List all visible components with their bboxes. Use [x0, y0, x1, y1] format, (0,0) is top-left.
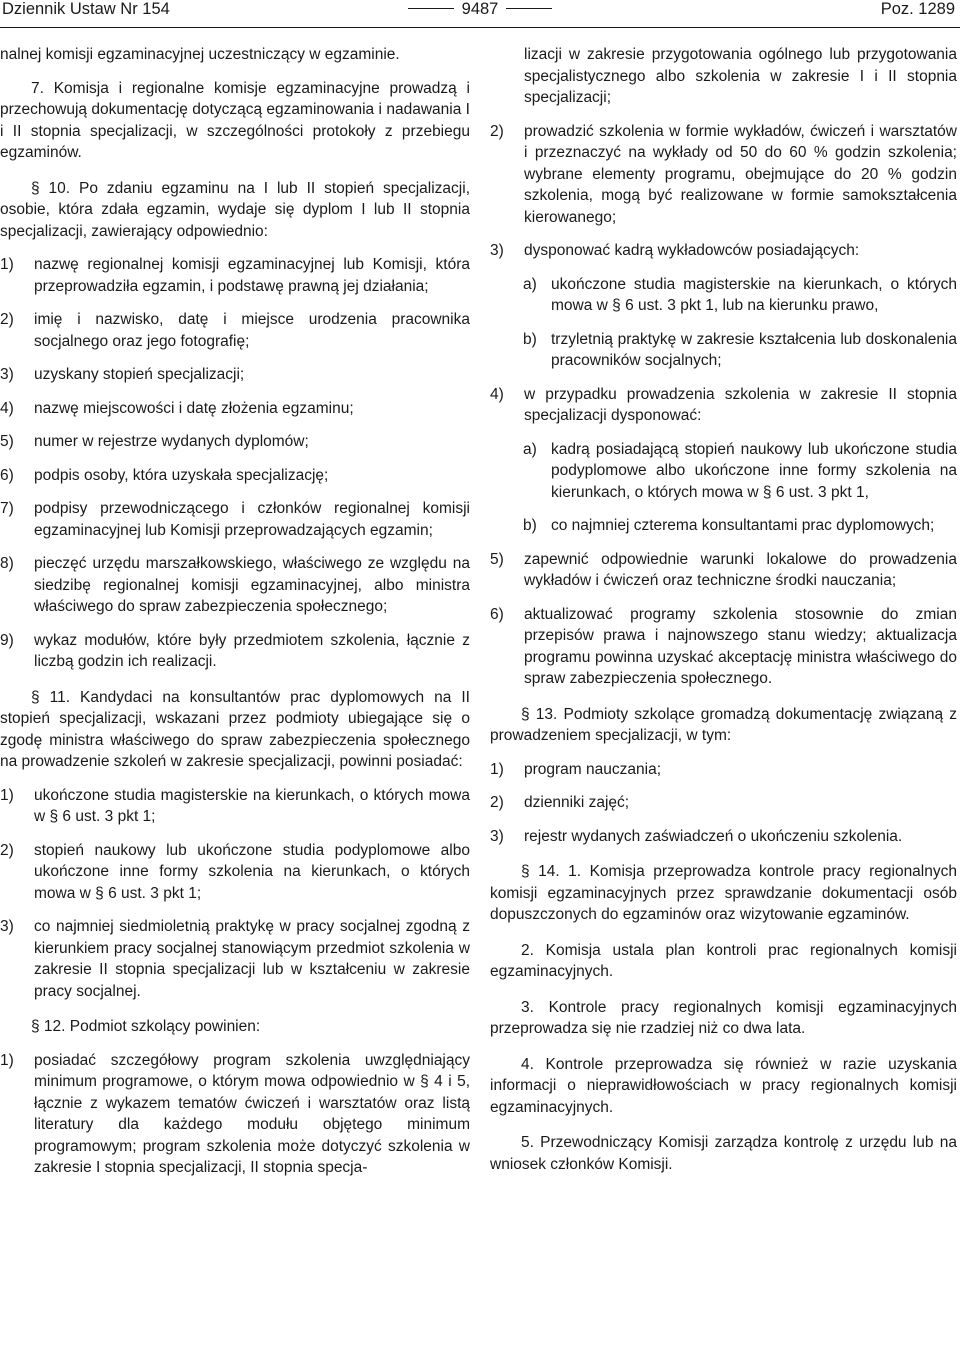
sub-item: b) co najmniej czterema konsultantami prac dyplomowych;	[523, 517, 935, 534]
section-11: § 11. Kandydaci na konsultantów prac dyplomowych na II stopień specjalizacji, wskazani przez podmioty ubiegające się o zgodę ministra właściwego do spraw zabezpieczenia społecznego na prowadzenie szkoleń w zakresie specjalizacji, powinni posiadać:	[0, 688, 470, 770]
section-13: § 13. Podmioty szkolące gromadzą dokumentację związaną z prowadzeniem specjalizacji, w tym:	[490, 705, 957, 744]
list-item: 1) ukończone studia magisterskie na kierunkach, o których mowa w § 6 ust. 3 pkt 1;	[0, 786, 470, 825]
list-item: 6) aktualizować programy szkolenia stosownie do zmian przepisów prawa i najnowszego stanu wiedzy; aktualizacja programu powinna uzyskać akceptację ministra właściwego do spraw zabezpieczenia społecznego.	[490, 605, 957, 687]
list-item: 9) wykaz modułów, które były przedmiotem szkolenia, łącznie z liczbą godzin ich realizacji.	[0, 631, 470, 670]
section-14-1: § 14. 1. Komisja przeprowadza kontrole pracy regionalnych komisji egzaminacyjnych przez sprawdzanie dokumentacji osób dopuszczonych do egzaminów oraz wizytowanie egzaminów.	[490, 863, 957, 923]
list-item: 1) program nauczania;	[490, 760, 661, 778]
sub-item: a) ukończone studia magisterskie na kierunkach, o których mowa w § 6 ust. 3 pkt 1, lub na kierunku prawo,	[523, 275, 957, 314]
continued-paragraph: nalnej komisji egzaminacyjnej uczestniczący w egzaminie.	[0, 46, 400, 63]
section-14-2: 2. Komisja ustala plan kontroli prac regionalnych komisji egzaminacyjnych.	[490, 941, 957, 980]
list-item: 3) rejestr wydanych zaświadczeń o ukończeniu szkolenia.	[490, 827, 903, 845]
section-14-3: 3. Kontrole pracy regionalnych komisji egzaminacyjnych przeprowadza się nie rzadziej niż co dwa lata.	[490, 998, 957, 1037]
right-column	[490, 44, 957, 1175]
left-column	[0, 44, 470, 1179]
section-14-4: 4. Kontrole przeprowadza się również w razie uzyskania informacji o nieprawidłowościach w pracy regionalnych komisji egzaminacyjnych.	[490, 1055, 957, 1116]
position-number: Poz. 1289	[880, 0, 955, 18]
list-item: 1) posiadać szczegółowy program szkolenia uwzględniający minimum programowe, o którym mowa odpowiednio w § 4 i 5, łącznie z wykazem tematów ćwiczeń i warsztatów oraz listą literatury dla każdego modułu objętego minimum programowym; program szkolenia może dotyczyć szkolenia w zakresie I stopnia specjalizacji, II stopnia specja-	[0, 1051, 470, 1176]
list-item: 2) prowadzić szkolenia w formie wykładów, ćwiczeń i warsztatów i przeznaczyć na wykłady od 50 do 60 % godzin szkolenia; wybrane elementy programu, obejmujące do 20 % godzin szkolenia, mogą być realizowane w formie samokształcenia kierowanego;	[490, 122, 957, 226]
continued-list-item: lizacji w zakresie przygotowania ogólnego lub przygotowania specjalistycznego albo szkolenia w zakresie I i II stopnia specjalizacji;	[524, 46, 957, 106]
list-item: 1) nazwę regionalnej komisji egzaminacyjnej lub Komisji, która przeprowadziła egzamin, i podstawę prawną jej działania;	[0, 256, 470, 295]
list-item: 2) imię i nazwisko, datę i miejsce urodzenia pracownika socjalnego oraz jego fotografię;	[0, 311, 470, 350]
section-10: § 10. Po zdaniu egzaminu na I lub II stopień specjalizacji, osobie, która zdała egzamin, wydaje się dyplom I lub II stopnia specjalizacji, zawierający odpowiednio:	[0, 179, 470, 240]
list-item: 3) uzyskany stopień specjalizacji;	[0, 366, 245, 383]
page-header	[0, 0, 960, 24]
dash-left	[408, 8, 454, 9]
list-item: 5) zapewnić odpowiednie warunki lokalowe do prowadzenia wykładów i ćwiczeń oraz techniczne środki nauczania;	[490, 550, 957, 589]
header-rule	[0, 27, 960, 28]
sub-item: a) kadrą posiadającą stopień naukowy lub ukończone studia podyplomowe albo ukończone inne formy szkolenia na kierunkach, o których mowa w § 6 ust. 3 pkt 1,	[523, 440, 957, 501]
list-item: 7) podpisy przewodniczącego i członków regionalnej komisji egzaminacyjnej lub Komisji przeprowadzających egzamin;	[0, 500, 470, 539]
section-12: § 12. Podmiot szkolący powinien:	[31, 1018, 261, 1035]
sub-item: b) trzyletnią praktykę w zakresie kształcenia lub doskonalenia pracowników socjalnych;	[523, 330, 957, 369]
journal-title: Dziennik Ustaw Nr 154	[2, 0, 170, 18]
paragraph-7: 7. Komisja i regionalne komisje egzaminacyjne prowadzą i przechowują dokumentację dotyczącą egzaminowania i nadawania I i II stopnia specjalizacji, w szczególności protokoły z przebiegu egzaminów.	[0, 79, 470, 161]
dash-right	[506, 8, 552, 9]
list-item: 8) pieczęć urzędu marszałkowskiego, właściwego ze względu na siedzibę regionalnej komisji egzaminacyjnej, albo ministra właściwego do spraw zabezpieczenia społecznego;	[0, 555, 470, 615]
list-item: 3) dysponować kadrą wykładowców posiadających:	[490, 242, 860, 259]
list-item: 2) stopień naukowy lub ukończone studia podyplomowe albo ukończone inne formy szkolenia na kierunkach, o których mowa w § 6 ust. 3 pkt 1;	[0, 841, 470, 902]
page-number-text: 9487	[461, 0, 499, 18]
page-number	[0, 0, 960, 19]
list-item: 5) numer w rejestrze wydanych dyplomów;	[0, 433, 309, 450]
list-item: 2) dzienniki zajęć;	[490, 794, 630, 811]
list-item: 6) podpis osoby, która uzyskała specjalizację;	[0, 466, 329, 484]
list-item: 4) nazwę miejscowości i datę złożenia egzaminu;	[0, 399, 354, 417]
section-14-5: 5. Przewodniczący Komisji zarządza kontrolę z urzędu lub na wniosek członków Komisji.	[490, 1134, 957, 1173]
list-item: 3) co najmniej siedmioletnią praktykę w pracy socjalnej zgodną z kierunkiem pracy socjalnej stanowiącym przedmiot szkolenia w zakresie II stopnia specjalizacji lub w kształceniu w zakresie pracy socjalnej.	[0, 918, 470, 1000]
list-item: 4) w przypadku prowadzenia szkolenia w zakresie II stopnia specjalizacji dysponować:	[490, 385, 957, 424]
